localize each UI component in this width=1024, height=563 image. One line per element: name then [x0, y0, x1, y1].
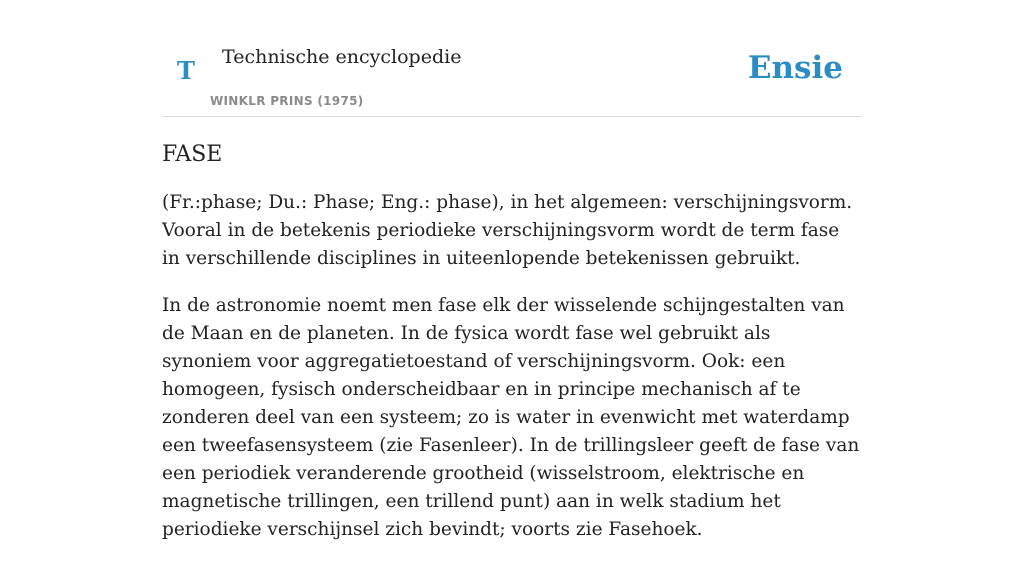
- brand-logo[interactable]: Ensie: [747, 50, 843, 86]
- article-paragraph-2: In de astronomie noemt men fase elk der wisselende schijngestalten van de Maan en de planeten. In de fysica wordt fase wel gebruikt als synoniem voor aggregatietoestand of verschijningsvorm. Ook: een homogeen, fysisch onderscheidbaar en in principe mechanisch af te zonderen deel van een systeem; zo is water in evenwicht met waterdamp een tweefasensysteem (zie Fasenleer). In de trillingsleer geeft de fase van een periodiek veranderende grootheid (wisselstroom, elektrische en magnetische trillingen, een trillend punt) aan in welk stadium het periodieke verschijnsel zich bevindt; voorts zie Fasehoek.: [162, 295, 860, 540]
- source-logo[interactable]: T: [177, 56, 195, 85]
- source-title[interactable]: Technische encyclopedie: [222, 46, 462, 68]
- article-paragraph-1: (Fr.:phase; Du.: Phase; Eng.: phase), in het algemeen: verschijningsvorm. Vooral in de betekenis periodieke verschijningsvorm wordt de term fase in verschillende disciplines in uiteenlopende betekenissen gebruikt.: [162, 192, 853, 269]
- source-subtitle: WINKLR PRINS (1975): [210, 94, 364, 108]
- source-header: [162, 0, 862, 117]
- article-headword: FASE: [162, 142, 223, 167]
- article: [162, 140, 862, 563]
